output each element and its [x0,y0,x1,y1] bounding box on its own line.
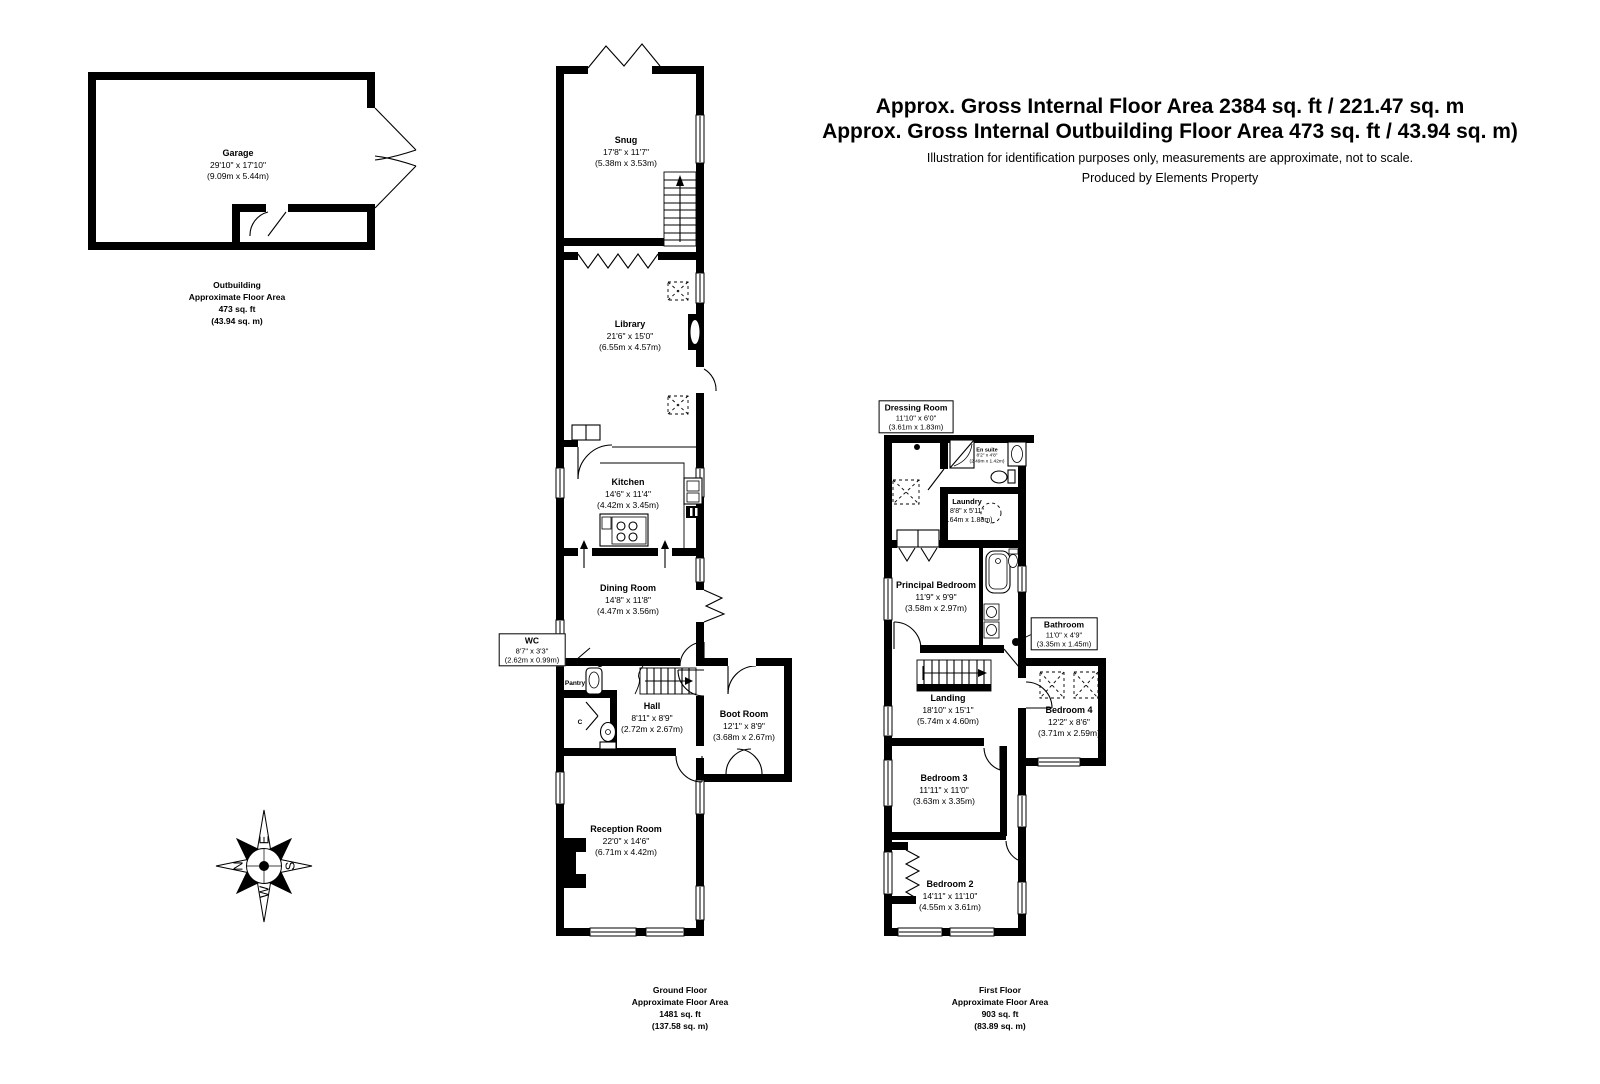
cupboard-icon [572,425,600,440]
toilet-icon [991,470,1015,483]
window [884,760,892,806]
first-floor-plan [884,435,1106,936]
first-floor-area-label: First Floor Approximate Floor Area 903 sq. ft (83.89 sq. m) [951,985,1049,1031]
room-label-dining-room: Dining Room 14'8" x 11'8" (4.47m x 3.56m) [597,583,659,616]
room-label-laundry: Laundry 8'8" x 5'11" (2.64m x 1.88m) [941,497,993,524]
ceiling-light-icon [1074,672,1098,698]
radiator-icon [686,506,702,518]
window [696,115,704,163]
compass-rose [216,810,312,922]
room-label-hall: Hall 8'11" x 8'9" (2.72m x 2.67m) [621,701,683,734]
room-label-reception-room: Reception Room 22'0" x 14'6" (6.71m x 4.42m) [590,824,662,857]
window [696,558,704,582]
room-label-kitchen: Kitchen 14'6" x 11'4" (4.42m x 3.45m) [597,477,659,510]
bay-door-zigzag [588,44,660,68]
toilet-icon [600,723,616,750]
total-floor-area: Approx. Gross Internal Floor Area 2384 sq. ft / 221.47 sq. m [875,95,1465,118]
compass-east-label: E [256,835,272,845]
compass-center-dot [260,862,269,871]
sink-icon [684,478,702,504]
folding-door-zigzag [704,590,724,622]
window [1018,566,1026,592]
window [898,928,942,936]
wardrobe-icon [897,530,939,547]
basin-icon [1008,442,1026,466]
room-label-dressing-room: Dressing Room 11'10" x 6'0" (3.61m x 1.83m) [879,400,954,433]
window [884,852,892,894]
room-label-bedroom-2: Bedroom 2 14'11" x 11'10" (4.55m x 3.61m) [919,879,981,912]
closet-doors [586,702,598,730]
arrow-icon [978,669,987,677]
boot-room-door-gap [728,658,756,666]
room-label-landing: Landing 18'10" x 15'1" (5.74m x 4.60m) [917,693,979,726]
angled-wall-zigzag [906,850,919,898]
outbuilding-area-label: Outbuilding Approximate Floor Area 473 sq. ft (43.94 sq. m) [188,280,286,326]
garage-door-swing [250,108,416,236]
window [1038,758,1080,766]
ceiling-light-icon [893,480,919,504]
window [556,468,564,498]
room-label-library: Library 21'6" x 15'0" (6.55m x 4.57m) [599,319,661,352]
disclaimer-text: Illustration for identification purposes only, measurements are approximate, not to scale. [926,151,1414,166]
ground-floor-plan [556,44,792,936]
door-leaf [1004,649,1019,667]
window [950,928,994,936]
compass-point-up [257,810,271,852]
ceiling-light-icon [1040,672,1064,698]
door-swing [984,746,1000,770]
room-label-snug: Snug 17'8" x 11'7" (5.38m x 3.53m) [595,135,657,168]
ground-floor-area-label: Ground Floor Approximate Floor Area 1481 sq. ft (137.58 sq. m) [631,985,729,1031]
toilet-icon [1009,549,1019,568]
room-label-pantry: Pantry [564,679,586,687]
door-swing [578,445,612,479]
step-arrow-icon [661,540,669,568]
ground-floor-walls [556,66,792,936]
window [1018,795,1026,827]
compass-west-label: W [256,885,272,899]
basin-icon [984,622,999,638]
window [1018,882,1026,914]
room-label-boot-room: Boot Room 12'1" x 8'9" (3.68m x 2.67m) [713,709,775,742]
window [884,706,892,736]
room-label-bedroom-4: Bedroom 4 12'2" x 8'6" (3.71m x 2.59m) [1038,705,1100,738]
compass-north-label: N [230,861,246,871]
room-label-principal-bedroom: Principal Bedroom 11'9" x 9'9" (3.58m x 2.97m) [895,580,977,613]
hob-icon [600,514,648,546]
door-swing [894,622,921,649]
door-swing [728,666,756,694]
door-pivot-dot [914,444,920,450]
bath-icon [986,551,1010,593]
window [696,886,704,920]
first-floor-details [893,440,1098,898]
window [556,772,564,804]
window [696,273,704,303]
door-swing [704,369,716,391]
window [646,928,684,936]
window [884,578,892,620]
plan-header [770,94,1570,185]
room-label-bathroom: Bathroom 11'0" x 4'9" (3.35m x 1.45m) [1031,617,1098,650]
step-arrow-icon [580,540,588,568]
room-label-bedroom-3: Bedroom 3 11'11" x 11'0" (3.63m x 3.35m) [913,773,975,806]
stairs-icon [664,172,696,246]
stair-break-line [635,666,643,694]
ceiling-light-icon [668,282,688,300]
compass-south-label: S [282,861,298,871]
callout-leader-dot [1012,638,1020,646]
outbuilding-floor-area: Approx. Gross Internal Outbuilding Floor Area 473 sq. ft / 43.94 sq. m) [822,120,1518,144]
door-swing [1026,682,1052,708]
door-leaf [928,469,944,490]
window [696,780,704,814]
window [590,928,636,936]
pantry-basin-icon [586,668,602,694]
room-label-en-suite: En suite 8'2" x 4'8" (2.49m x 1.42m) [969,447,1005,465]
bifold-doors-zigzag [578,254,658,268]
basin-icon [984,604,999,620]
door-swing [726,749,762,774]
room-label-cupboard: C [577,718,583,726]
room-label-garage: Garage 29'10" x 17'10" (9.09m x 5.44m) [207,148,269,181]
bifold-doors-zigzag [899,548,937,561]
ceiling-light-icon [668,396,688,414]
producer-text: Produced by Elements Property [1081,171,1259,186]
door-pivot-dot [597,661,603,667]
room-label-wc: WC 8'7" x 3'3" (2.62m x 0.99m) [499,633,566,666]
